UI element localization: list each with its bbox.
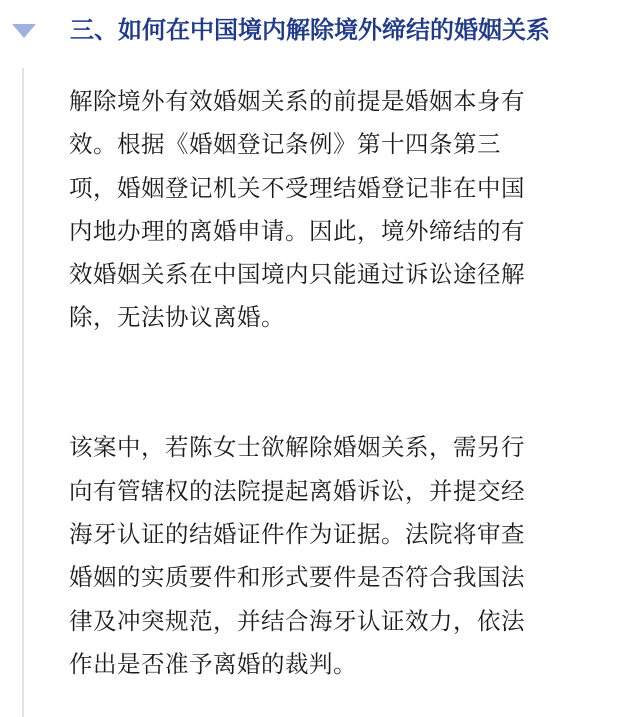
paragraph-line: 内地办理的离婚申请。因此，境外缔结的有 (69, 216, 525, 245)
section-heading: 三、如何在中国境内解除境外缔结的婚姻关系 (70, 16, 550, 44)
section-body (69, 80, 569, 686)
paragraph-line: 项，婚姻登记机关不受理结婚登记非在中国 (69, 173, 525, 202)
paragraph-line: 效婚姻关系在中国境内只能通过诉讼途径解 (69, 260, 525, 289)
section-side-rule (22, 68, 24, 717)
paragraph-line: 除，无法协议离婚。 (69, 303, 285, 332)
paragraph-spacer (69, 340, 569, 427)
paragraph-line: 海牙认证的结婚证件作为证据。法院将审查 (69, 519, 525, 548)
paragraph-2 (69, 426, 569, 686)
section-heading-row[interactable] (0, 0, 627, 62)
paragraph-1 (69, 80, 569, 340)
collapse-triangle-icon[interactable] (12, 24, 36, 38)
paragraph-line: 该案中，若陈女士欲解除婚姻关系，需另行 (69, 433, 525, 462)
paragraph-line: 效。根据《婚姻登记条例》第十四条第三 (69, 130, 501, 159)
paragraph-line: 向有管辖权的法院提起离婚诉讼，并提交经 (69, 476, 525, 505)
paragraph-line: 作出是否准予离婚的裁判。 (69, 649, 357, 678)
paragraph-line: 解除境外有效婚姻关系的前提是婚姻本身有 (69, 87, 525, 115)
paragraph-line: 律及冲突规范，并结合海牙认证效力，依法 (69, 606, 525, 635)
paragraph-line: 婚姻的实质要件和形式要件是否符合我国法 (69, 563, 525, 592)
